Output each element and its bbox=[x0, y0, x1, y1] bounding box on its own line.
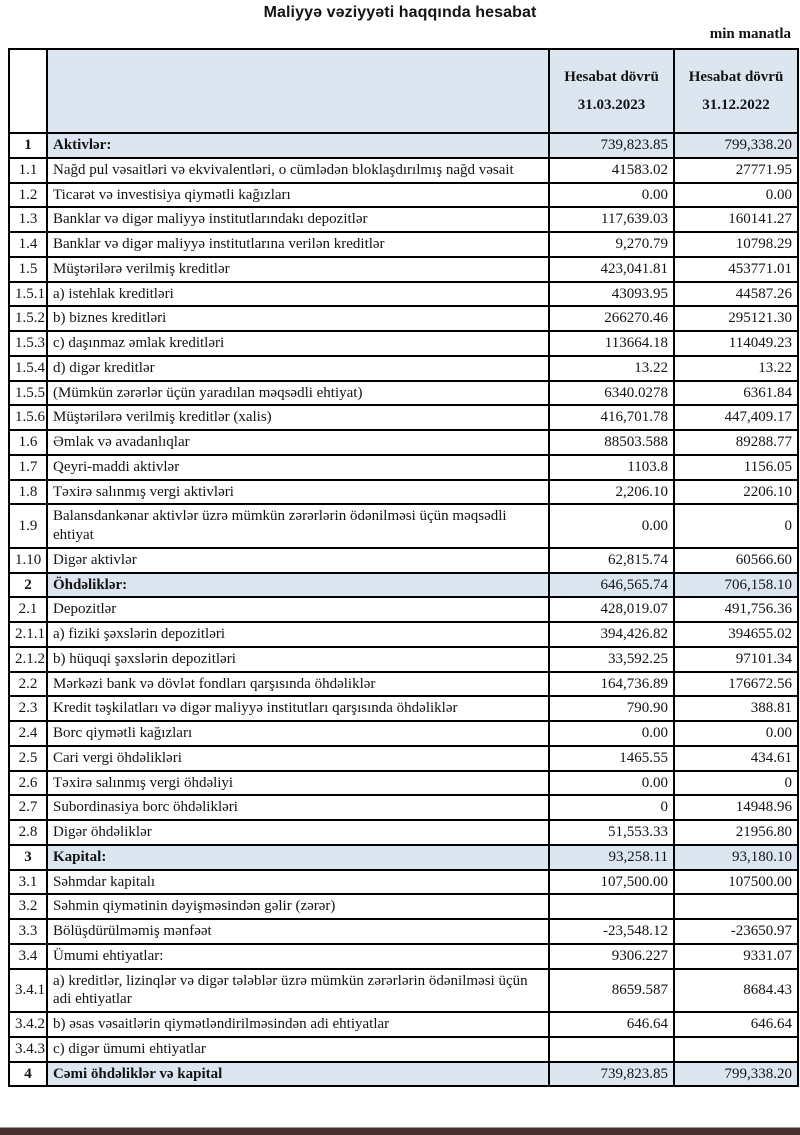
row-value-previous: 0 bbox=[674, 504, 798, 548]
row-label: Nağd pul vəsaitləri və ekvivalentləri, o cümlədən bloklaşdırılmış nağd vəsait bbox=[47, 158, 549, 183]
row-value-current: 266270.46 bbox=[549, 306, 674, 331]
table-row bbox=[9, 405, 798, 430]
row-label: Ticarət və investisiya qiymətli kağızları bbox=[47, 183, 549, 208]
row-label: Səhmin qiymətinin dəyişməsindən gəlir (zərər) bbox=[47, 894, 549, 919]
row-label: a) kreditlər, lizinqlər və digər tələblər üzrə mümkün zərərlərin ödənilməsi üçün adi ehtiyatlar bbox=[47, 969, 549, 1013]
row-value-current: 0.00 bbox=[549, 721, 674, 746]
row-value-current: 1465.55 bbox=[549, 746, 674, 771]
period-previous-line2: 31.12.2022 bbox=[702, 97, 770, 113]
row-number: 1.5.2 bbox=[9, 306, 47, 331]
row-value-current: 423,041.81 bbox=[549, 257, 674, 282]
header-cell-item-label bbox=[47, 49, 549, 133]
row-label: Digər aktivlər bbox=[47, 548, 549, 573]
row-label: Subordinasiya borc öhdəlikləri bbox=[47, 795, 549, 820]
row-value-previous: 14948.96 bbox=[674, 795, 798, 820]
header-cell-row-number bbox=[9, 49, 47, 133]
row-value-current: 88503.588 bbox=[549, 430, 674, 455]
row-label: Təxirə salınmış vergi öhdəliyi bbox=[47, 771, 549, 796]
statement-of-financial-position-table bbox=[8, 48, 799, 1087]
table-row bbox=[9, 356, 798, 381]
row-label: Aktivlər: bbox=[47, 133, 549, 158]
row-value-current: 790.90 bbox=[549, 696, 674, 721]
row-value-previous: 107500.00 bbox=[674, 870, 798, 895]
row-number: 3 bbox=[9, 845, 47, 870]
row-value-previous: 0 bbox=[674, 771, 798, 796]
table-row bbox=[9, 133, 798, 158]
table-row bbox=[9, 721, 798, 746]
row-value-previous: 2206.10 bbox=[674, 480, 798, 505]
row-label: Digər öhdəliklər bbox=[47, 820, 549, 845]
table-row bbox=[9, 548, 798, 573]
row-value-previous: 44587.26 bbox=[674, 282, 798, 307]
table-row bbox=[9, 969, 798, 1013]
row-value-current: 113664.18 bbox=[549, 331, 674, 356]
row-label: Kredit təşkilatları və digər maliyyə institutları qarşısında öhdəliklər bbox=[47, 696, 549, 721]
row-label: Borc qiymətli kağızları bbox=[47, 721, 549, 746]
row-number: 1.5.4 bbox=[9, 356, 47, 381]
row-value-previous: 434.61 bbox=[674, 746, 798, 771]
row-label: b) hüquqi şəxslərin depozitləri bbox=[47, 647, 549, 672]
row-label: b) əsas vəsaitlərin qiymətləndirilməsindən adi ehtiyatlar bbox=[47, 1012, 549, 1037]
row-value-current bbox=[549, 1037, 674, 1062]
row-label: Təxirə salınmış vergi aktivləri bbox=[47, 480, 549, 505]
row-value-current: 62,815.74 bbox=[549, 548, 674, 573]
row-value-current: 739,823.85 bbox=[549, 133, 674, 158]
period-current-line1: Hesabat dövrü bbox=[564, 68, 659, 85]
row-number: 3.4 bbox=[9, 944, 47, 969]
row-number: 2.1 bbox=[9, 597, 47, 622]
row-value-current: 117,639.03 bbox=[549, 207, 674, 232]
table-row bbox=[9, 504, 798, 548]
row-value-previous: 114049.23 bbox=[674, 331, 798, 356]
row-label: c) daşınmaz əmlak kreditləri bbox=[47, 331, 549, 356]
row-number: 3.4.1 bbox=[9, 969, 47, 1013]
table-row bbox=[9, 672, 798, 697]
table-row bbox=[9, 232, 798, 257]
table-row bbox=[9, 1062, 798, 1087]
row-number: 3.4.2 bbox=[9, 1012, 47, 1037]
period-previous-line1: Hesabat dövrü bbox=[688, 68, 784, 85]
row-value-previous: 394655.02 bbox=[674, 622, 798, 647]
row-value-current: 164,736.89 bbox=[549, 672, 674, 697]
table-body bbox=[9, 133, 798, 1086]
row-number: 1.9 bbox=[9, 504, 47, 548]
row-number: 1.1 bbox=[9, 158, 47, 183]
row-value-current: 51,553.33 bbox=[549, 820, 674, 845]
row-number: 3.4.3 bbox=[9, 1037, 47, 1062]
row-value-current: 646.64 bbox=[549, 1012, 674, 1037]
row-number: 3.3 bbox=[9, 919, 47, 944]
row-label: Banklar və digər maliyyə institutlarındakı depozitlər bbox=[47, 207, 549, 232]
row-value-previous: 6361.84 bbox=[674, 381, 798, 406]
row-value-previous: 0.00 bbox=[674, 721, 798, 746]
row-value-current: 43093.95 bbox=[549, 282, 674, 307]
row-label: a) fiziki şəxslərin depozitləri bbox=[47, 622, 549, 647]
row-number: 2.1.1 bbox=[9, 622, 47, 647]
row-value-current: 428,019.07 bbox=[549, 597, 674, 622]
period-current-line2: 31.03.2023 bbox=[577, 97, 646, 113]
row-number: 1.2 bbox=[9, 183, 47, 208]
row-number: 4 bbox=[9, 1062, 47, 1087]
row-number: 2 bbox=[9, 573, 47, 598]
row-number: 1.4 bbox=[9, 232, 47, 257]
row-value-previous: 8684.43 bbox=[674, 969, 798, 1013]
row-label: Depozitlər bbox=[47, 597, 549, 622]
header-cell-period-previous bbox=[674, 49, 798, 133]
row-label: Ümumi ehtiyatlar: bbox=[47, 944, 549, 969]
row-number: 2.3 bbox=[9, 696, 47, 721]
row-value-previous: 491,756.36 bbox=[674, 597, 798, 622]
row-number: 2.7 bbox=[9, 795, 47, 820]
table-row bbox=[9, 746, 798, 771]
row-number: 1.5.5 bbox=[9, 381, 47, 406]
row-value-current: 739,823.85 bbox=[549, 1062, 674, 1087]
table-row bbox=[9, 820, 798, 845]
table-row bbox=[9, 306, 798, 331]
window-bottom-edge bbox=[0, 1127, 800, 1135]
row-label: Öhdəliklər: bbox=[47, 573, 549, 598]
row-value-previous: 27771.95 bbox=[674, 158, 798, 183]
row-value-current: 394,426.82 bbox=[549, 622, 674, 647]
row-value-previous: 447,409.17 bbox=[674, 405, 798, 430]
row-value-previous: 13.22 bbox=[674, 356, 798, 381]
row-number: 1 bbox=[9, 133, 47, 158]
row-label: Banklar və digər maliyyə institutlarına verilən kreditlər bbox=[47, 232, 549, 257]
row-label: Bölüşdürülməmiş mənfəət bbox=[47, 919, 549, 944]
row-value-current: 9306.227 bbox=[549, 944, 674, 969]
row-label: Balansdankənar aktivlər üzrə mümkün zərərlərin ödənilməsi üçün məqsədli ehtiyat bbox=[47, 504, 549, 548]
table-row bbox=[9, 257, 798, 282]
row-number: 3.1 bbox=[9, 870, 47, 895]
row-value-previous: 453771.01 bbox=[674, 257, 798, 282]
row-number: 1.5.3 bbox=[9, 331, 47, 356]
row-number: 1.3 bbox=[9, 207, 47, 232]
row-number: 1.5.6 bbox=[9, 405, 47, 430]
row-value-previous bbox=[674, 1037, 798, 1062]
row-label: Qeyri-maddi aktivlər bbox=[47, 455, 549, 480]
row-value-current: 9,270.79 bbox=[549, 232, 674, 257]
table-row bbox=[9, 647, 798, 672]
row-value-previous: 10798.29 bbox=[674, 232, 798, 257]
row-value-previous: 93,180.10 bbox=[674, 845, 798, 870]
row-value-previous: 646.64 bbox=[674, 1012, 798, 1037]
table-row bbox=[9, 207, 798, 232]
row-label: Cari vergi öhdəlikləri bbox=[47, 746, 549, 771]
row-label: b) biznes kreditləri bbox=[47, 306, 549, 331]
table-row bbox=[9, 622, 798, 647]
row-value-previous: 295121.30 bbox=[674, 306, 798, 331]
row-value-current: 6340.0278 bbox=[549, 381, 674, 406]
row-value-current: 2,206.10 bbox=[549, 480, 674, 505]
row-value-previous: 160141.27 bbox=[674, 207, 798, 232]
row-value-current: -23,548.12 bbox=[549, 919, 674, 944]
row-value-current: 0.00 bbox=[549, 504, 674, 548]
table-row bbox=[9, 282, 798, 307]
table-row bbox=[9, 573, 798, 598]
row-value-previous: 1156.05 bbox=[674, 455, 798, 480]
row-number: 2.2 bbox=[9, 672, 47, 697]
row-label: Cəmi öhdəliklər və kapital bbox=[47, 1062, 549, 1087]
row-value-previous: 388.81 bbox=[674, 696, 798, 721]
row-value-current bbox=[549, 894, 674, 919]
table-row bbox=[9, 1012, 798, 1037]
table-row bbox=[9, 894, 798, 919]
row-value-previous bbox=[674, 894, 798, 919]
table-row bbox=[9, 331, 798, 356]
row-value-previous: -23650.97 bbox=[674, 919, 798, 944]
row-value-current: 1103.8 bbox=[549, 455, 674, 480]
row-number: 1.5.1 bbox=[9, 282, 47, 307]
header-cell-period-current bbox=[549, 49, 674, 133]
row-label: Müştərilərə verilmiş kreditlər bbox=[47, 257, 549, 282]
table-row bbox=[9, 158, 798, 183]
row-label: a) istehlak kreditləri bbox=[47, 282, 549, 307]
table-row bbox=[9, 1037, 798, 1062]
row-label: (Mümkün zərərlər üçün yaradılan məqsədli ehtiyat) bbox=[47, 381, 549, 406]
table-row bbox=[9, 845, 798, 870]
row-value-current: 8659.587 bbox=[549, 969, 674, 1013]
table-row bbox=[9, 696, 798, 721]
table-row bbox=[9, 430, 798, 455]
row-value-previous: 799,338.20 bbox=[674, 133, 798, 158]
row-number: 2.1.2 bbox=[9, 647, 47, 672]
table-row bbox=[9, 597, 798, 622]
row-label: d) digər kreditlər bbox=[47, 356, 549, 381]
table-row bbox=[9, 944, 798, 969]
row-number: 1.6 bbox=[9, 430, 47, 455]
row-value-current: 646,565.74 bbox=[549, 573, 674, 598]
row-value-current: 0 bbox=[549, 795, 674, 820]
row-label: Müştərilərə verilmiş kreditlər (xalis) bbox=[47, 405, 549, 430]
row-label: Səhmdar kapitalı bbox=[47, 870, 549, 895]
row-value-current: 416,701.78 bbox=[549, 405, 674, 430]
row-number: 3.2 bbox=[9, 894, 47, 919]
unit-note: min manatla bbox=[709, 26, 791, 42]
row-value-current: 41583.02 bbox=[549, 158, 674, 183]
row-value-previous: 9331.07 bbox=[674, 944, 798, 969]
row-value-current: 13.22 bbox=[549, 356, 674, 381]
table-row bbox=[9, 480, 798, 505]
row-value-previous: 0.00 bbox=[674, 183, 798, 208]
row-value-previous: 799,338.20 bbox=[674, 1062, 798, 1087]
row-value-previous: 21956.80 bbox=[674, 820, 798, 845]
table-row bbox=[9, 183, 798, 208]
row-number: 2.4 bbox=[9, 721, 47, 746]
row-value-previous: 89288.77 bbox=[674, 430, 798, 455]
row-value-current: 0.00 bbox=[549, 771, 674, 796]
table-header-row bbox=[9, 49, 798, 133]
row-value-previous: 706,158.10 bbox=[674, 573, 798, 598]
page-title: Maliyyə vəziyyəti haqqında hesabat bbox=[263, 4, 537, 21]
row-label: Kapital: bbox=[47, 845, 549, 870]
table-row bbox=[9, 771, 798, 796]
row-number: 1.5 bbox=[9, 257, 47, 282]
table-row bbox=[9, 919, 798, 944]
row-value-previous: 60566.60 bbox=[674, 548, 798, 573]
row-label: Mərkəzi bank və dövlət fondları qarşısında öhdəliklər bbox=[47, 672, 549, 697]
row-value-previous: 97101.34 bbox=[674, 647, 798, 672]
row-value-previous: 176672.56 bbox=[674, 672, 798, 697]
row-number: 2.8 bbox=[9, 820, 47, 845]
row-label: Əmlak və avadanlıqlar bbox=[47, 430, 549, 455]
row-number: 1.10 bbox=[9, 548, 47, 573]
row-value-current: 93,258.11 bbox=[549, 845, 674, 870]
row-number: 1.7 bbox=[9, 455, 47, 480]
row-number: 2.5 bbox=[9, 746, 47, 771]
row-label: c) digər ümumi ehtiyatlar bbox=[47, 1037, 549, 1062]
row-number: 2.6 bbox=[9, 771, 47, 796]
row-value-current: 107,500.00 bbox=[549, 870, 674, 895]
row-number: 1.8 bbox=[9, 480, 47, 505]
table-row bbox=[9, 455, 798, 480]
table-row bbox=[9, 381, 798, 406]
row-value-current: 0.00 bbox=[549, 183, 674, 208]
table-row bbox=[9, 870, 798, 895]
row-value-current: 33,592.25 bbox=[549, 647, 674, 672]
table-row bbox=[9, 795, 798, 820]
